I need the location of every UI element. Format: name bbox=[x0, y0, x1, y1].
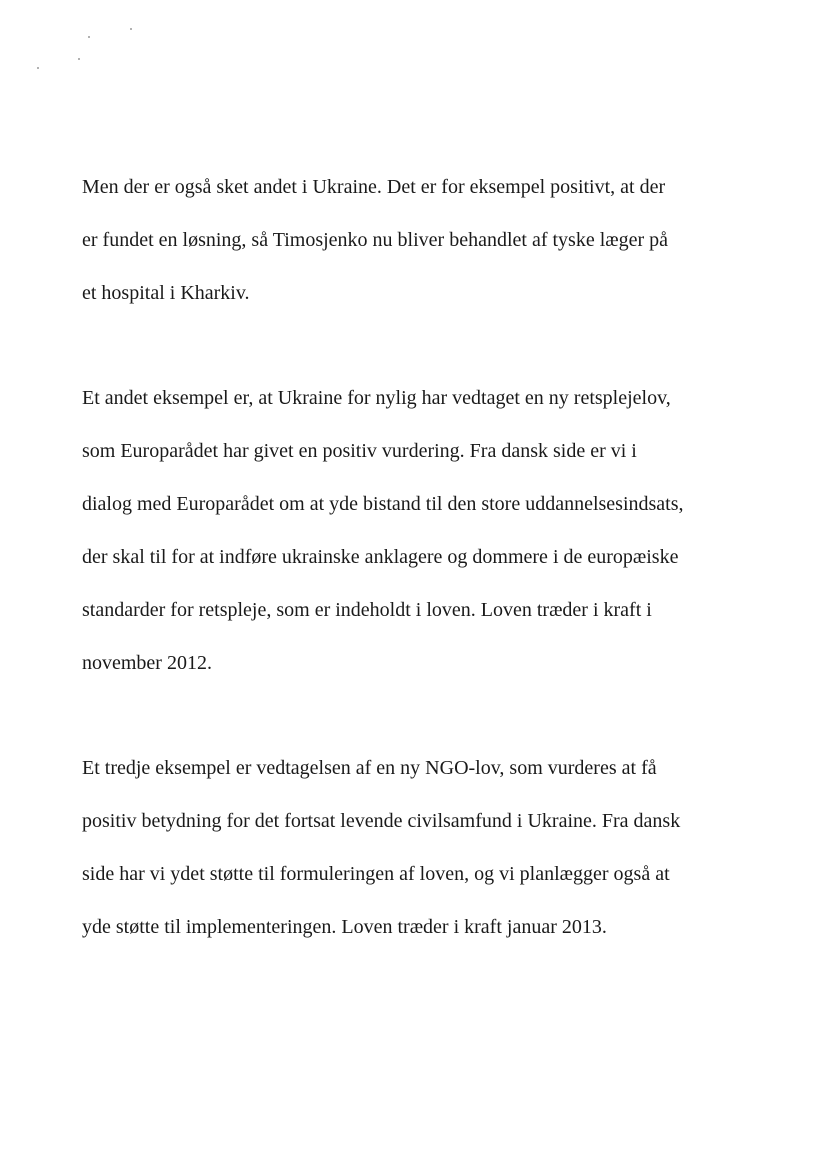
text-line: standarder for retspleje, som er indeholdt i loven. Loven træder i kraft i bbox=[82, 599, 652, 621]
paragraph-spacer bbox=[82, 326, 772, 378]
scan-speck bbox=[37, 67, 39, 69]
paragraph-3 bbox=[82, 748, 772, 960]
document-body bbox=[82, 167, 772, 960]
text-line: side har vi ydet støtte til formuleringen af loven, og vi planlægger også at bbox=[82, 863, 670, 885]
paragraph-1 bbox=[82, 167, 772, 326]
text-line: er fundet en løsning, så Timosjenko nu bliver behandlet af tyske læger på bbox=[82, 229, 669, 251]
text-line: yde støtte til implementeringen. Loven træder i kraft januar 2013. bbox=[82, 916, 607, 938]
text-line: dialog med Europarådet om at yde bistand til den store uddannelsesindsats, bbox=[82, 493, 684, 515]
text-line: november 2012. bbox=[82, 652, 212, 674]
paragraph-spacer bbox=[82, 696, 772, 748]
scan-speck bbox=[88, 36, 90, 38]
text-line: Et andet eksempel er, at Ukraine for nylig har vedtaget en ny retsplejelov, bbox=[82, 387, 671, 409]
text-line: Men der er også sket andet i Ukraine. Det er for eksempel positivt, at der bbox=[82, 176, 666, 198]
scan-speck bbox=[78, 58, 80, 60]
paragraph-2 bbox=[82, 378, 772, 696]
text-line: Et tredje eksempel er vedtagelsen af en ny NGO-lov, som vurderes at få bbox=[82, 757, 657, 779]
text-line: positiv betydning for det fortsat levende civilsamfund i Ukraine. Fra dansk bbox=[82, 810, 681, 832]
text-line: et hospital i Kharkiv. bbox=[82, 282, 250, 304]
text-line: som Europarådet har givet en positiv vurdering. Fra dansk side er vi i bbox=[82, 440, 637, 462]
scan-speck bbox=[130, 28, 132, 30]
text-line: der skal til for at indføre ukrainske anklagere og dommere i de europæiske bbox=[82, 546, 679, 568]
